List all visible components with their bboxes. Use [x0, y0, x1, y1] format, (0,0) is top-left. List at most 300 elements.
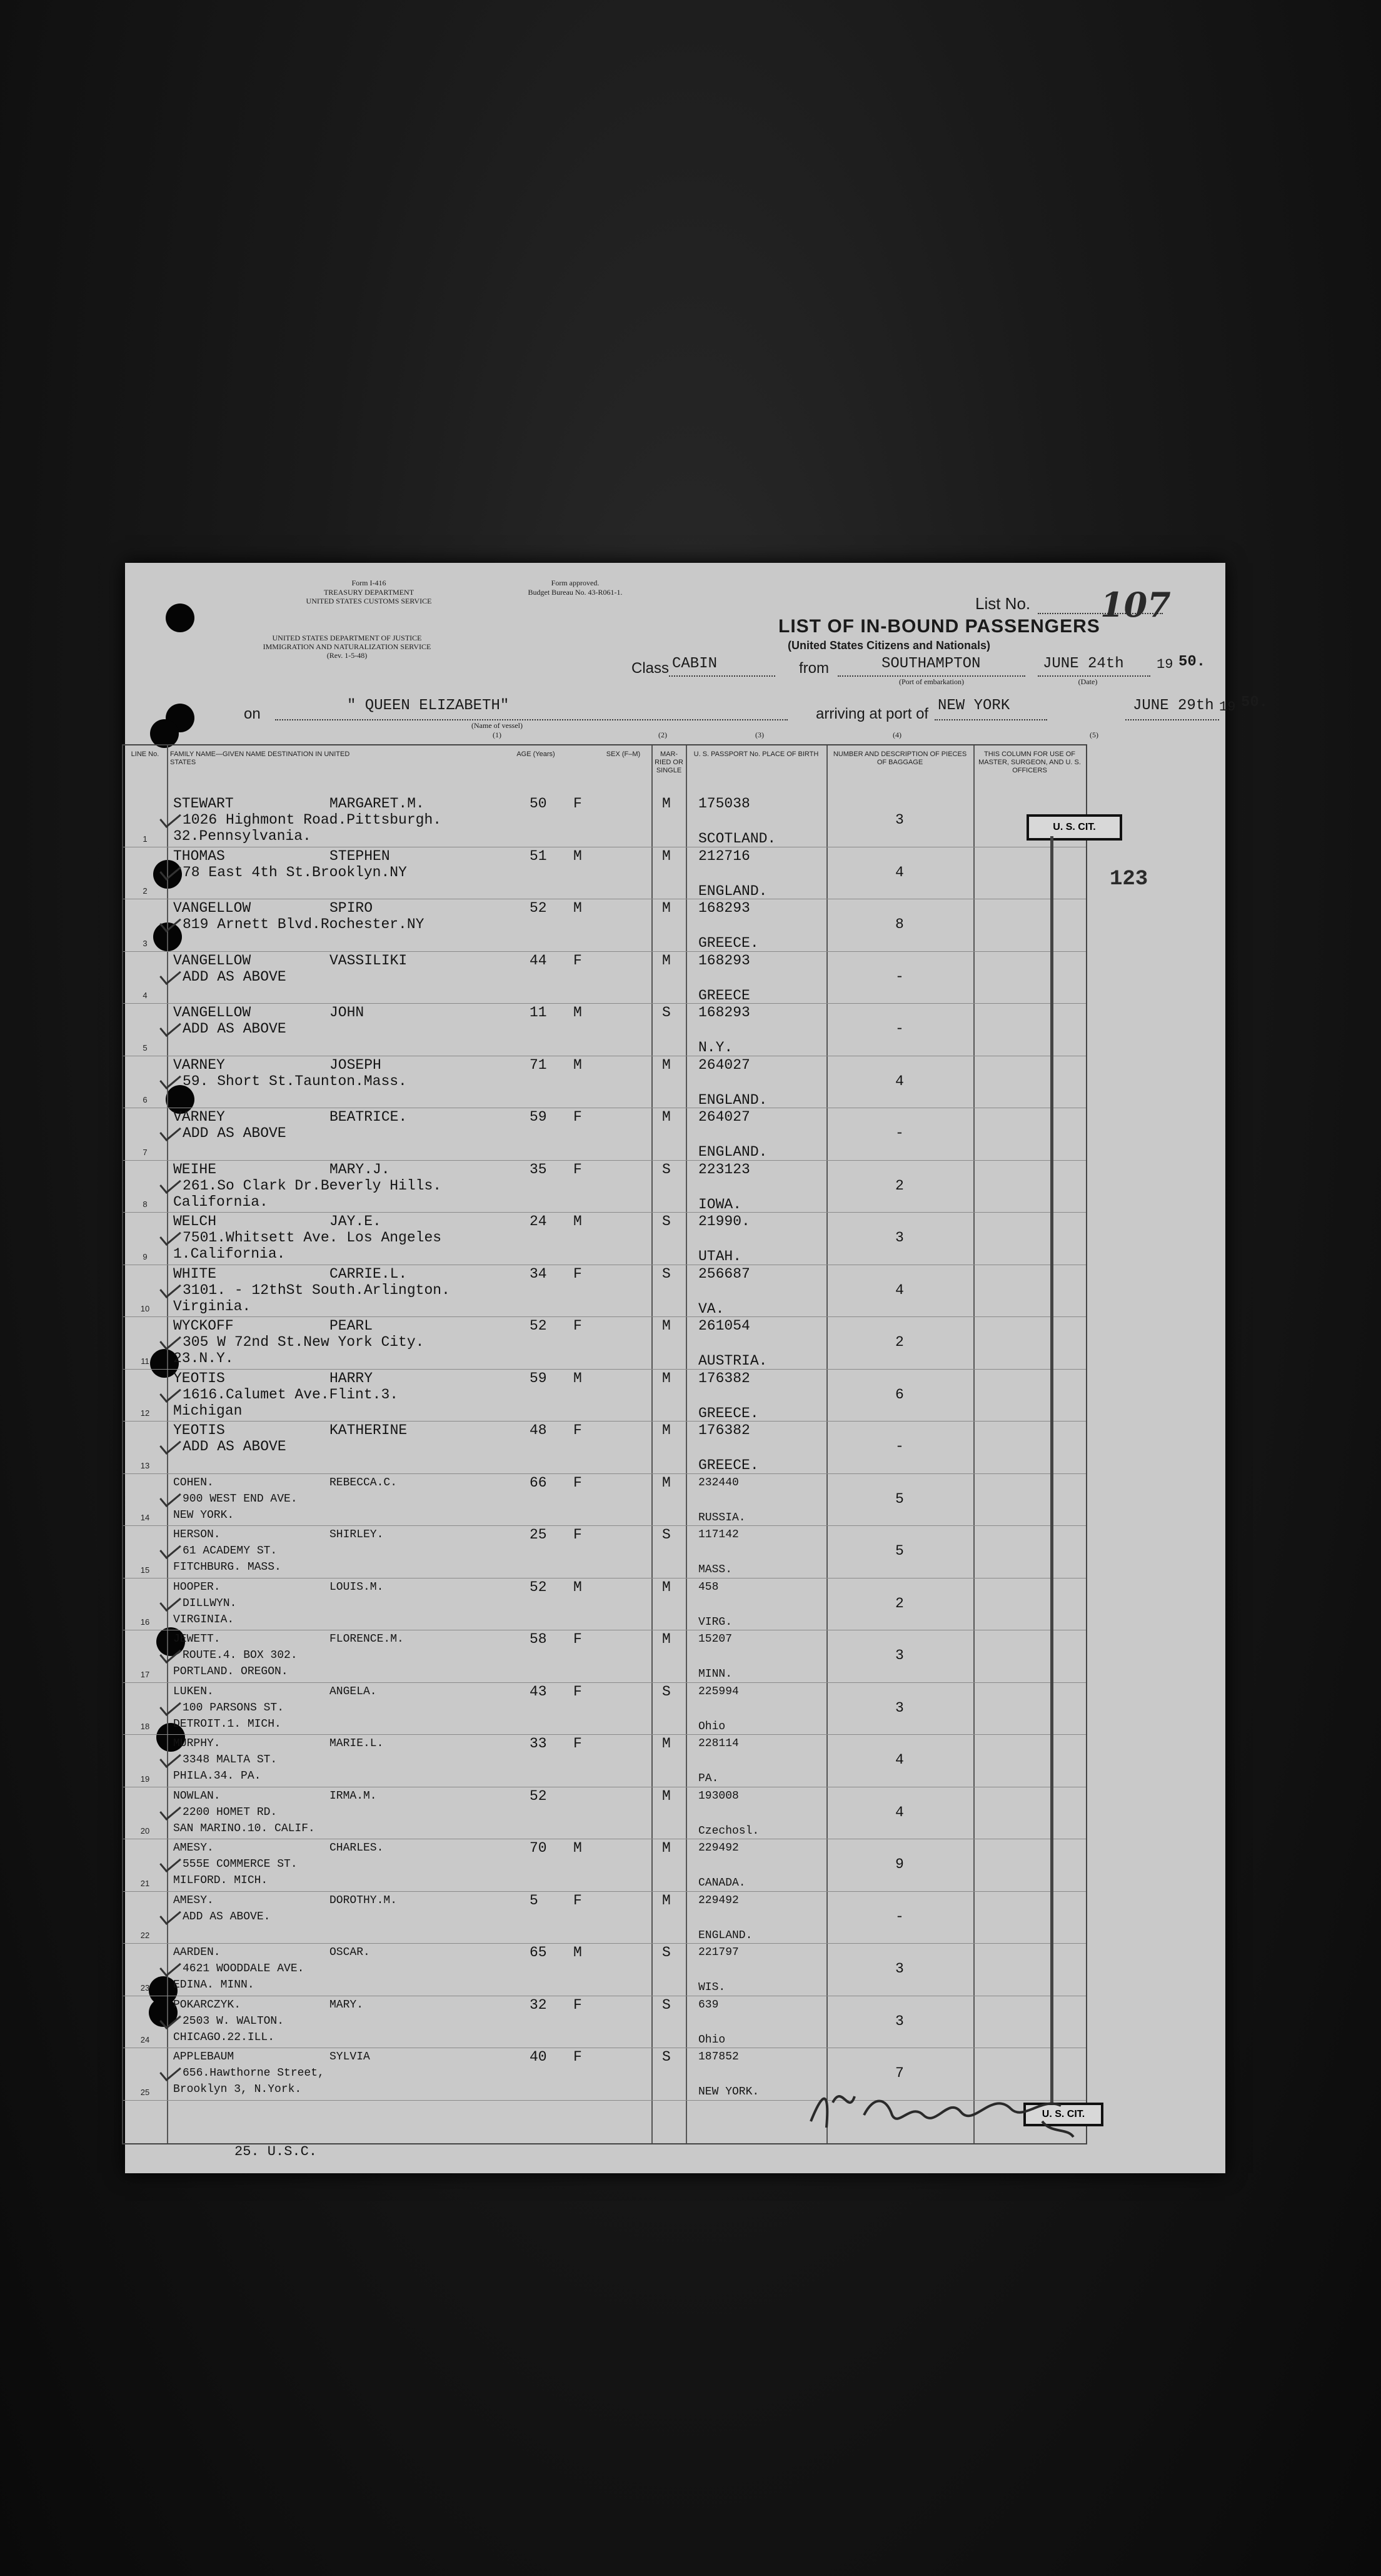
baggage-count: 4 [895, 1804, 904, 1821]
marital-status: M [662, 1109, 671, 1125]
address-line-1: 61 ACADEMY ST. [183, 1545, 278, 1557]
class-label: Class [631, 660, 670, 677]
address-line-2: EDINA. MINN. [173, 1979, 254, 1991]
sex: F [573, 952, 582, 969]
given-name: PEARL [329, 1318, 373, 1334]
address-line-1: ADD AS ABOVE [183, 1438, 286, 1455]
us-citizen-stamp: U. S. CIT. [1027, 814, 1122, 841]
family-name: VANGELLOW [173, 900, 251, 916]
age: 58 [530, 1631, 547, 1647]
sex: F [573, 2049, 582, 2065]
family-name: MURPHY. [173, 1737, 221, 1750]
place-of-birth: GREECE [698, 987, 750, 1004]
us-citizen-stamp-bottom: U. S. CIT. [1023, 2103, 1103, 2126]
place-of-birth: AUSTRIA. [698, 1353, 768, 1369]
place-of-birth: WIS. [698, 1981, 726, 1994]
place-of-birth: Ohio [698, 2033, 726, 2046]
departure-date: JUNE 24th [1043, 655, 1124, 672]
sex: F [573, 796, 582, 812]
col-header-passport: U. S. PASSPORT No. PLACE OF BIRTH [693, 750, 819, 758]
table-row [123, 1630, 1086, 1682]
address-line-2: Brooklyn 3, N.York. [173, 2083, 302, 2096]
baggage-count: 9 [895, 1856, 904, 1872]
given-name: MARIE.L. [329, 1737, 384, 1750]
given-name: LOUIS.M. [329, 1580, 384, 1594]
baggage-count: - [895, 1125, 904, 1141]
given-name: IRMA.M. [329, 1789, 377, 1802]
table-row [123, 1473, 1086, 1526]
age: 48 [530, 1422, 547, 1438]
address-line-2: CHICAGO.22.ILL. [173, 2031, 275, 2044]
baggage-count: 7 [895, 2065, 904, 2081]
sex: M [573, 1056, 582, 1073]
baggage-count: 8 [895, 916, 904, 932]
sex: F [573, 1996, 582, 2013]
place-of-birth: N.Y. [698, 1039, 733, 1056]
table-row [123, 1316, 1086, 1369]
table-row [123, 847, 1086, 899]
place-of-birth: Czechosl. [698, 1824, 760, 1837]
given-name: SPIRO [329, 900, 373, 916]
sex: F [573, 1318, 582, 1334]
line-number: 8 [143, 1200, 148, 1209]
passport-number: 232440 [698, 1476, 739, 1489]
age: 33 [530, 1735, 547, 1752]
colnum-3: (3) [755, 730, 764, 739]
class-value: CABIN [672, 655, 718, 672]
line-number: 4 [143, 991, 148, 1000]
sex: M [573, 1944, 582, 1961]
address-line-1: 2200 HOMET RD. [183, 1806, 278, 1819]
place-of-birth: CANADA. [698, 1877, 746, 1889]
address-line-2: PHILA.34. PA. [173, 1770, 261, 1782]
family-name: AARDEN. [173, 1946, 221, 1959]
baggage-count: 4 [895, 1281, 904, 1298]
marital-status: M [662, 1787, 671, 1804]
place-of-birth: VA. [698, 1300, 725, 1317]
arrival-date: JUNE 29th [1133, 697, 1214, 714]
baggage-count: 3 [895, 1647, 904, 1664]
address-line-2: PORTLAND. OREGON. [173, 1665, 288, 1678]
passport-number: 175038 [698, 796, 750, 812]
port-embarkation-note: (Port of embarkation) [899, 677, 964, 686]
line-number: 21 [140, 1878, 150, 1888]
table-row [123, 1891, 1086, 1944]
port-embarkation: SOUTHAMPTON [881, 655, 981, 672]
class-line [669, 675, 775, 677]
table-row [123, 1943, 1086, 1996]
age: 71 [530, 1056, 547, 1073]
marital-status: M [662, 1578, 671, 1595]
baggage-count: 6 [895, 1386, 904, 1403]
on-label: on [244, 705, 261, 722]
age: 32 [530, 1996, 547, 2013]
passport-number: 229492 [698, 1894, 739, 1907]
sex: M [573, 1370, 582, 1386]
given-name: SYLVIA [329, 2051, 370, 2063]
place-of-birth: ENGLAND. [698, 1091, 768, 1108]
place-of-birth: PA. [698, 1772, 719, 1785]
given-name: VASSILIKI [329, 952, 408, 969]
given-name: HARRY [329, 1370, 373, 1386]
table-row [123, 1578, 1086, 1630]
inspector-signature [805, 2078, 1080, 2146]
address-line-1: 59. Short St.Taunton.Mass. [183, 1073, 407, 1089]
arrival-port-line [935, 719, 1047, 720]
marital-status: S [662, 1213, 671, 1230]
place-of-birth: MINN. [698, 1668, 733, 1680]
marital-status: M [662, 1474, 671, 1491]
family-name: COHEN. [173, 1476, 214, 1489]
family-name: HERSON. [173, 1528, 221, 1541]
family-name: YEOTIS [173, 1422, 225, 1438]
address-line-2: California. [173, 1193, 268, 1210]
address-line-1: 819 Arnett Blvd.Rochester.NY [183, 916, 424, 932]
marital-status: M [662, 847, 671, 864]
marital-status: M [662, 952, 671, 969]
line-number: 19 [140, 1774, 150, 1784]
passport-number: 261054 [698, 1318, 750, 1334]
dept-customs: UNITED STATES CUSTOMS SERVICE [306, 597, 432, 605]
age: 11 [530, 1004, 547, 1021]
sex: F [573, 1109, 582, 1125]
address-line-1: ADD AS ABOVE. [183, 1910, 271, 1923]
sex: F [573, 1161, 582, 1178]
given-name: SHIRLEY. [329, 1528, 384, 1541]
place-of-birth: UTAH. [698, 1248, 742, 1265]
address-line-2: 32.Pennsylvania. [173, 828, 311, 844]
marital-status: M [662, 1318, 671, 1334]
approval-note: Form approved. [551, 578, 600, 587]
dept-ins: IMMIGRATION AND NATURALIZATION SERVICE [263, 642, 431, 651]
table-row [123, 1212, 1086, 1265]
family-name: VANGELLOW [173, 952, 251, 969]
address-line-2: FITCHBURG. MASS. [173, 1561, 281, 1573]
colnum-4: (4) [893, 730, 901, 739]
departure-year-prefix: 19 [1157, 657, 1173, 672]
passport-number: 187852 [698, 2051, 739, 2063]
given-name: JOSEPH [329, 1056, 381, 1073]
given-name: BEATRICE. [329, 1109, 408, 1125]
address-line-1: 900 WEST END AVE. [183, 1492, 298, 1505]
address-line-1: 261.So Clark Dr.Beverly Hills. [183, 1177, 442, 1194]
baggage-count: 3 [895, 1230, 904, 1246]
sex: F [573, 1735, 582, 1752]
passenger-table [122, 744, 1148, 2144]
passport-number: 168293 [698, 900, 750, 916]
family-name: WEIHE [173, 1161, 217, 1178]
date-note: (Date) [1078, 677, 1098, 686]
form-subtitle: (United States Citizens and Nationals) [788, 639, 991, 652]
age: 51 [530, 847, 547, 864]
vessel-name: " QUEEN ELIZABETH" [347, 697, 510, 714]
address-line-1: ADD AS ABOVE [183, 968, 286, 985]
place-of-birth: NEW YORK. [698, 2086, 760, 2098]
place-of-birth: IOWA. [698, 1196, 742, 1213]
given-name: JOHN [329, 1004, 364, 1021]
given-name: MARY. [329, 1998, 364, 2011]
family-name: VARNEY [173, 1109, 225, 1125]
address-line-2: MILFORD. MICH. [173, 1874, 268, 1887]
place-of-birth: SCOTLAND. [698, 831, 776, 847]
dept-justice: UNITED STATES DEPARTMENT OF JUSTICE [272, 634, 422, 642]
age: 34 [530, 1265, 547, 1282]
revision: (Rev. 1-5-48) [326, 651, 368, 660]
family-name: AMESY. [173, 1842, 214, 1854]
family-name: VANGELLOW [173, 1004, 251, 1021]
marital-status: M [662, 1892, 671, 1909]
budget-bureau-note: Budget Bureau No. 43-R061-1. [528, 588, 623, 597]
place-of-birth: RUSSIA. [698, 1511, 746, 1524]
given-name: JAY.E. [329, 1213, 381, 1230]
given-name: MARY.J. [329, 1161, 390, 1178]
line-number: 3 [143, 938, 148, 948]
dept-treasury: TREASURY DEPARTMENT [323, 588, 414, 597]
family-name: THOMAS [173, 847, 225, 864]
age: 52 [530, 1787, 547, 1804]
passport-number: 21990. [698, 1213, 750, 1230]
given-name: KATHERINE [329, 1422, 408, 1438]
passport-number: 193008 [698, 1789, 739, 1802]
age: 52 [530, 900, 547, 916]
address-line-1: DILLWYN. [183, 1597, 237, 1610]
place-of-birth: GREECE. [698, 1457, 759, 1473]
table-row [123, 1839, 1086, 1891]
table-row [123, 1787, 1086, 1839]
line-number: 9 [143, 1251, 148, 1261]
baggage-count: 5 [895, 1490, 904, 1507]
sex: F [573, 1683, 582, 1700]
baggage-count: - [895, 968, 904, 985]
age: 65 [530, 1944, 547, 1961]
passport-number: 228114 [698, 1737, 739, 1750]
passport-number: 264027 [698, 1109, 750, 1125]
passport-number: 229492 [698, 1842, 739, 1854]
from-label: from [799, 660, 829, 677]
officer-vertical-line [1050, 836, 1053, 2106]
address-line-2: DETROIT.1. MICH. [173, 1717, 281, 1730]
table-row [123, 1682, 1086, 1735]
sex: M [573, 1004, 582, 1021]
departure-year: 50. [1178, 654, 1206, 670]
table-row [123, 1369, 1086, 1422]
sex: M [573, 1840, 582, 1856]
marital-status: S [662, 1683, 671, 1700]
passport-number: 256687 [698, 1265, 750, 1282]
line-number: 2 [143, 886, 148, 896]
arrival-date-line [1125, 719, 1219, 720]
line-number: 24 [140, 2035, 150, 2044]
baggage-count: 4 [895, 864, 904, 881]
table-row [123, 951, 1086, 1004]
baggage-count: 2 [895, 1334, 904, 1350]
passport-number: 639 [698, 1998, 719, 2011]
form-number: Form I-416 [351, 578, 386, 587]
baggage-count: 3 [895, 2013, 904, 2029]
date-line [1038, 675, 1150, 677]
col-header-age: AGE (Years) [516, 750, 555, 758]
address-line-1: 555E COMMERCE ST. [183, 1858, 298, 1871]
passport-number: 223123 [698, 1161, 750, 1178]
family-name: WYCKOFF [173, 1318, 234, 1334]
place-of-birth: ENGLAND. [698, 1144, 768, 1160]
passport-number: 225994 [698, 1685, 739, 1698]
baggage-count: 4 [895, 1752, 904, 1768]
table-row [123, 1056, 1086, 1108]
table-row [123, 1734, 1086, 1787]
address-line-2: VIRGINIA. [173, 1613, 234, 1626]
line-number: 23 [140, 1983, 150, 1993]
age: 52 [530, 1578, 547, 1595]
line-number: 5 [143, 1043, 148, 1053]
table-row [123, 1525, 1086, 1578]
place-of-birth: VIRG. [698, 1615, 733, 1629]
sex: M [573, 847, 582, 864]
address-line-1: ROUTE.4. BOX 302. [183, 1649, 298, 1662]
table-row [123, 794, 1086, 847]
arrival-year-prefix: 19 [1219, 699, 1236, 715]
age: 40 [530, 2049, 547, 2065]
baggage-count: 2 [895, 1595, 904, 1612]
sex: F [573, 1892, 582, 1909]
given-name: OSCAR. [329, 1946, 370, 1959]
address-line-1: 1026 Highmont Road.Pittsburgh. [183, 812, 442, 828]
col-header-sex: SEX (F–M) [606, 750, 641, 758]
address-line-1: 2503 W. WALTON. [183, 2014, 284, 2028]
col-header-married: MAR-RIED OR SINGLE [655, 750, 683, 774]
baggage-count: - [895, 1021, 904, 1037]
sex: F [573, 1631, 582, 1647]
address-line-1: 78 East 4th St.Brooklyn.NY [183, 864, 407, 881]
address-line-2: 23.N.Y. [173, 1350, 234, 1366]
footer-note: 25. U.S.C. [234, 2144, 318, 2159]
line-number: 16 [140, 1617, 150, 1627]
marital-status: S [662, 1161, 671, 1178]
family-name: LUKEN. [173, 1685, 214, 1698]
baggage-count: - [895, 1438, 904, 1455]
given-name: DOROTHY.M. [329, 1894, 398, 1907]
marital-status: S [662, 1527, 671, 1543]
age: 59 [530, 1370, 547, 1386]
marital-status: M [662, 1056, 671, 1073]
col-header-line: LINE No. [131, 750, 159, 758]
given-name: CARRIE.L. [329, 1265, 408, 1282]
form-title: LIST OF IN-BOUND PASSENGERS [778, 616, 1100, 637]
from-line [838, 675, 1025, 677]
arrival-year: 50. [1241, 694, 1268, 711]
given-name: CHARLES. [329, 1842, 384, 1854]
given-name: FLORENCE.M. [329, 1633, 404, 1645]
table-row [123, 1108, 1086, 1160]
marital-status: S [662, 1004, 671, 1021]
age: 50 [530, 796, 547, 812]
marital-status: M [662, 1422, 671, 1438]
line-number: 14 [140, 1513, 150, 1522]
family-name: AMESY. [173, 1894, 214, 1907]
given-name: STEPHEN [329, 847, 390, 864]
family-name: HOOPER. [173, 1580, 221, 1594]
given-name: REBECCA.C. [329, 1476, 398, 1489]
place-of-birth: GREECE. [698, 1405, 759, 1422]
family-name: POKARCZYK. [173, 1998, 241, 2011]
baggage-count: 3 [895, 1961, 904, 1977]
place-of-birth: GREECE. [698, 935, 759, 951]
address-line-1: 100 PARSONS ST. [183, 1701, 284, 1714]
address-line-2: NEW YORK. [173, 1508, 234, 1522]
passport-number: 15207 [698, 1633, 733, 1645]
sex: F [573, 1265, 582, 1282]
age: 52 [530, 1318, 547, 1334]
officer-number: 123 [1110, 867, 1148, 891]
list-number: 107 [1100, 585, 1171, 625]
family-name: JEWETT. [173, 1633, 221, 1645]
line-number: 1 [143, 834, 148, 844]
baggage-count: - [895, 1908, 904, 1925]
line-number: 22 [140, 1931, 150, 1940]
address-line-2: Michigan [173, 1402, 243, 1419]
sex: M [573, 900, 582, 916]
line-number: 6 [143, 1095, 148, 1104]
given-name: MARGARET.M. [329, 796, 424, 812]
list-number-label: List No. [975, 594, 1031, 613]
baggage-count: 2 [895, 1177, 904, 1194]
arriving-label: arriving at port of [816, 705, 929, 722]
address-line-1: 4621 WOODDALE AVE. [183, 1962, 304, 1975]
address-line-1: 656.Hawthorne Street, [183, 2067, 324, 2079]
binder-hole [166, 604, 194, 632]
given-name: ANGELA. [329, 1685, 377, 1698]
arrival-port: NEW YORK [938, 697, 1010, 714]
age: 59 [530, 1109, 547, 1125]
address-line-1: 305 W 72nd St.New York City. [183, 1334, 424, 1350]
line-number: 18 [140, 1722, 150, 1731]
passport-number: 168293 [698, 1004, 750, 1021]
table-row [123, 1996, 1086, 2048]
passport-number: 176382 [698, 1370, 750, 1386]
baggage-count: 3 [895, 1699, 904, 1716]
age: 70 [530, 1840, 547, 1856]
baggage-count: 3 [895, 812, 904, 828]
line-number: 11 [141, 1356, 149, 1366]
address-line-2: 1.California. [173, 1246, 286, 1262]
passport-number: 212716 [698, 847, 750, 864]
passport-number: 176382 [698, 1422, 750, 1438]
marital-status: S [662, 1265, 671, 1282]
vessel-note: (Name of vessel) [471, 721, 523, 730]
line-number: 7 [143, 1147, 148, 1157]
passport-number: 458 [698, 1580, 719, 1594]
passport-number: 264027 [698, 1056, 750, 1073]
age: 66 [530, 1474, 547, 1491]
baggage-count: 5 [895, 1543, 904, 1559]
line-number: 12 [140, 1408, 150, 1418]
marital-status: M [662, 1370, 671, 1386]
family-name: WELCH [173, 1213, 217, 1230]
line-number: 13 [140, 1460, 150, 1470]
family-name: WHITE [173, 1265, 217, 1282]
place-of-birth: ENGLAND. [698, 1929, 753, 1942]
sex: F [573, 1474, 582, 1491]
marital-status: M [662, 796, 671, 812]
marital-status: M [662, 900, 671, 916]
family-name: YEOTIS [173, 1370, 225, 1386]
address-line-1: ADD AS ABOVE [183, 1125, 286, 1141]
age: 44 [530, 952, 547, 969]
passport-number: 168293 [698, 952, 750, 969]
sex: M [573, 1578, 582, 1595]
marital-status: M [662, 1840, 671, 1856]
table-row [123, 1003, 1086, 1056]
